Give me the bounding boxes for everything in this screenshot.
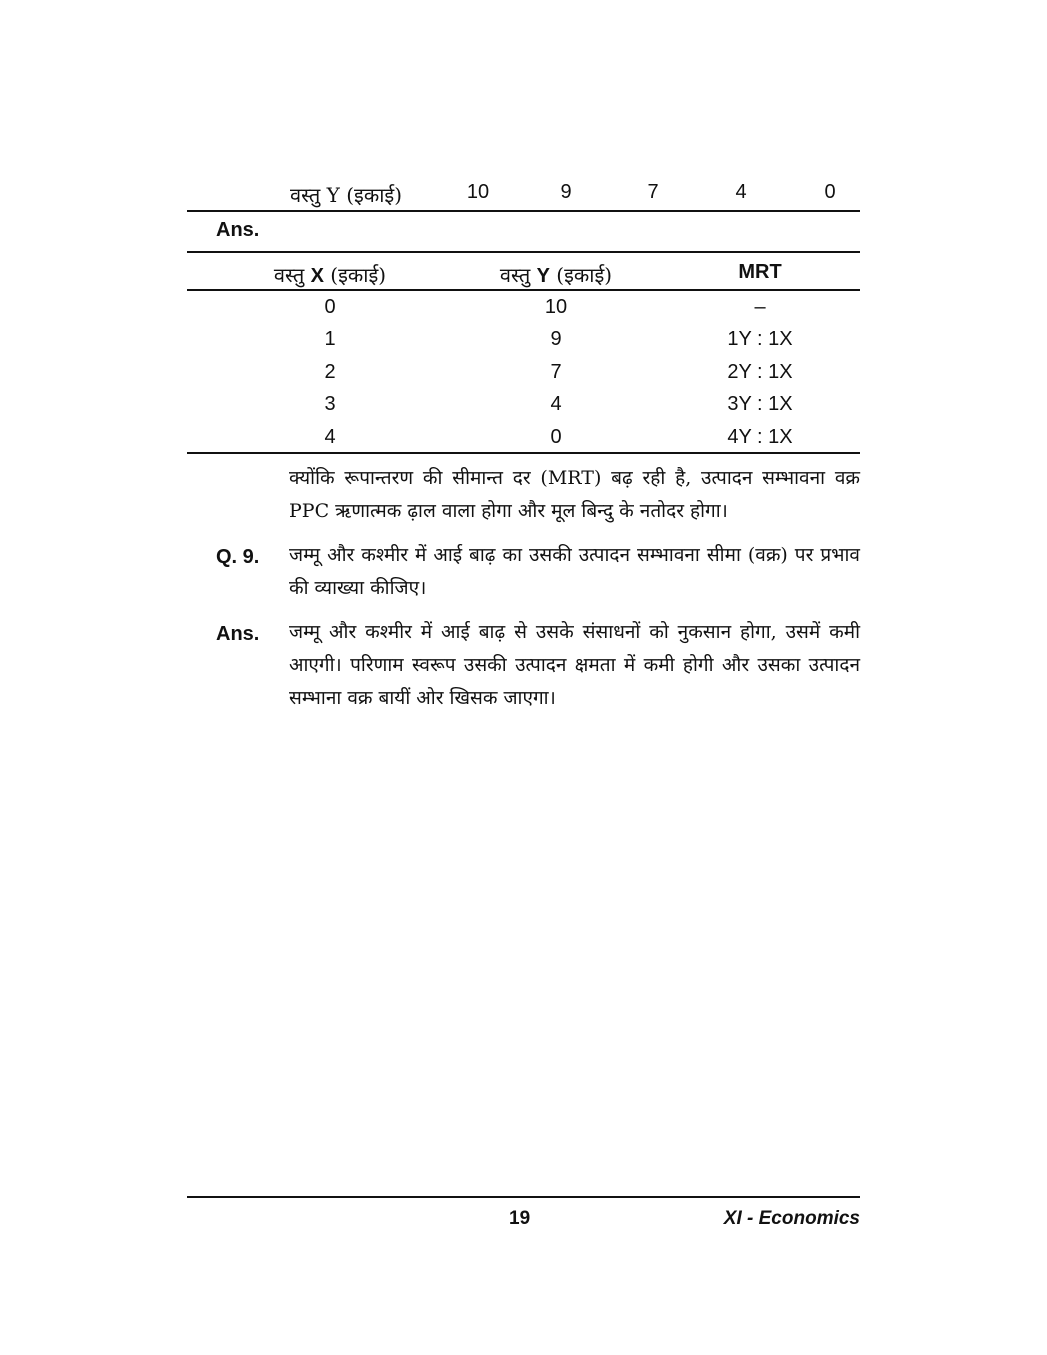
page-number: 19 xyxy=(509,1208,531,1229)
given-y-value: 7 xyxy=(647,181,659,203)
answer-table-header xyxy=(187,261,860,289)
cell-y: 7 xyxy=(550,361,562,383)
table-rule xyxy=(187,210,860,212)
header-mrt: MRT xyxy=(738,261,782,283)
cell-x: 3 xyxy=(324,393,336,415)
cell-x: 2 xyxy=(324,361,336,383)
book-title: XI - Economics xyxy=(723,1208,860,1229)
given-y-value: 4 xyxy=(735,181,747,203)
table-rule xyxy=(187,251,860,253)
header-goods-y: वस्तु Y (इकाई) xyxy=(499,263,613,287)
table-rule xyxy=(187,289,860,291)
cell-mrt: 1Y : 1X xyxy=(727,328,793,350)
answer-label: Ans. xyxy=(216,623,260,645)
cell-y: 0 xyxy=(550,426,562,448)
cell-y: 4 xyxy=(550,393,562,415)
question-label: Q. 9. xyxy=(216,546,260,568)
given-y-value: 0 xyxy=(824,181,836,203)
footer-rule xyxy=(187,1196,860,1198)
cell-mrt: 4Y : 1X xyxy=(727,426,793,448)
explanation-paragraph: क्योंकि रूपान्तरण की सीमान्त दर (MRT) बढ़ रही है, उत्पादन सम्भावना वक्र PPC ऋणात्मक ढ़ाल वाला होगा और मूल बिन्दु के नतोदर होगा। xyxy=(289,467,860,522)
cell-x: 0 xyxy=(324,296,336,318)
given-y-value: 10 xyxy=(466,181,490,203)
question-text: जम्मू और कश्मीर में आई बाढ़ का उसकी उत्पादन सम्भावना सीमा (वक्र) पर प्रभाव की व्याख्या कीजिए। xyxy=(289,544,860,599)
cell-mrt: 3Y : 1X xyxy=(727,393,793,415)
given-y-value: 9 xyxy=(560,181,572,203)
given-y-label: वस्तु Y (इकाई) xyxy=(289,183,403,207)
answer-text: जम्मू और कश्मीर में आई बाढ़ से उसके संसाधनों को नुकसान होगा, उसमें कमी आएगी। परिणाम स्वरूप उसकी उत्पादन क्षमता में कमी होगी और उसका उत्पादन सम्भाना वक्र बायीं ओर खिसक जाएगा। xyxy=(289,621,860,709)
cell-y: 10 xyxy=(544,296,568,318)
table-row xyxy=(187,328,860,360)
table-row xyxy=(187,361,860,393)
cell-mrt: 2Y : 1X xyxy=(727,361,793,383)
table-row xyxy=(187,296,860,328)
answer-label: Ans. xyxy=(216,219,260,241)
cell-y: 9 xyxy=(550,328,562,350)
table-rule xyxy=(187,452,860,454)
cell-mrt: – xyxy=(754,296,766,318)
header-goods-x: वस्तु X (इकाई) xyxy=(273,263,387,287)
cell-x: 4 xyxy=(324,426,336,448)
given-y-row xyxy=(187,181,860,209)
cell-x: 1 xyxy=(324,328,336,350)
table-row xyxy=(187,393,860,425)
